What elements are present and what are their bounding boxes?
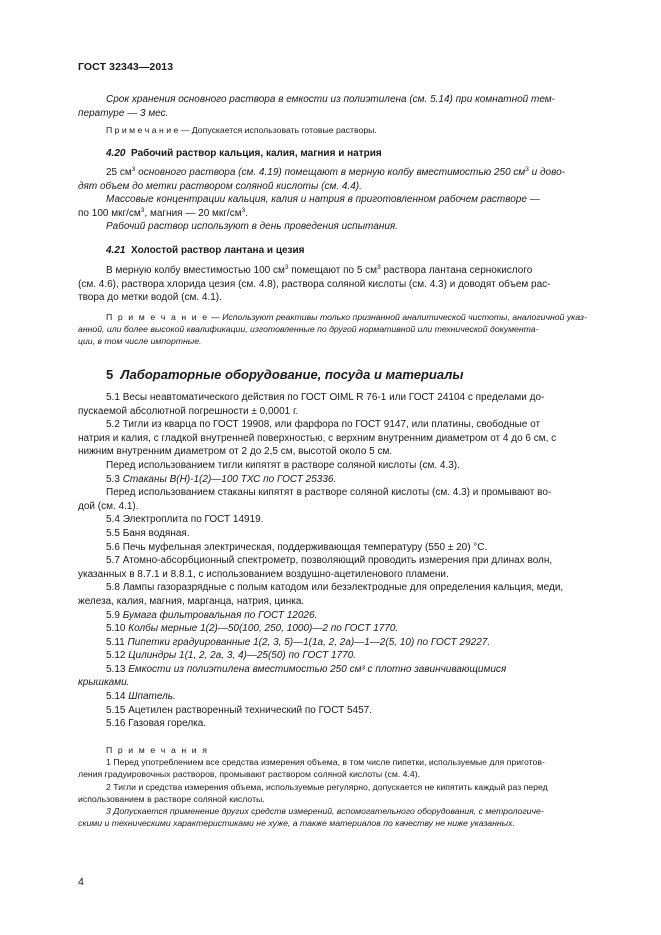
- item-text: железа, калия, магния, марганца, натрия, цинка.: [78, 595, 305, 607]
- item-text: Баня водяная.: [122, 527, 190, 539]
- page-number: 4: [78, 876, 84, 888]
- item-number: 5.2: [106, 419, 120, 431]
- item-text: Ацетилен растворенный технический по ГОСТ 5457.: [128, 704, 373, 716]
- superscript: 3: [241, 206, 246, 214]
- superscript: 3: [525, 166, 529, 173]
- clause-number: 4.20: [106, 148, 126, 159]
- note-line: скими и техническими характеристиками не хуже, а также материалов по качеству не ниже указанных.: [78, 818, 515, 829]
- item-text: натрия и калия, с гладкой внутренней поверхностью, с верхним внутренним диаметром от 4 до 6 см, с: [78, 432, 557, 444]
- text-run: В мерную колбу вместимостью 100 см: [106, 265, 285, 276]
- equipment-item: [78, 527, 614, 541]
- clause-number: 4.21: [106, 245, 126, 256]
- item-text: Стаканы В(Н)-1(2)—100 ТХС по ГОСТ 25336.: [122, 473, 337, 485]
- equipment-item: [78, 486, 614, 513]
- clause-title: Рабочий раствор кальция, калия, магния и натрия: [131, 148, 382, 159]
- text-line: Массовые концентрации кальция, калия и натрия в приготовленном рабочем растворе —: [106, 194, 540, 206]
- text-run: по 100 мкг/см: [78, 207, 141, 219]
- item-text: Газовая горелка.: [128, 718, 207, 730]
- text-run: раствора лантана сернокислого: [380, 265, 533, 276]
- text-line: (см. 4.6), раствора хлорида цезия (см. 4.8), раствора соляной кислоты (см. 4.3) и доводят объем рас-: [78, 278, 551, 290]
- equipment-list: [78, 391, 614, 731]
- equipment-item: [78, 459, 614, 473]
- equipment-item: [78, 581, 614, 608]
- item-number: 5.16: [106, 718, 126, 730]
- text-line: Рабочий раствор используют в день проведения испытания.: [106, 221, 399, 233]
- note-label: П р и м е ч а н и е: [106, 312, 209, 322]
- item-text: Электроплита по ГОСТ 14919.: [122, 514, 264, 526]
- storage-text-line: пературе — 3 мес.: [78, 107, 169, 119]
- item-text: Лампы газоразрядные с полым катодом или безэлектродные для определения кальция, меди,: [122, 582, 564, 594]
- item-text: дой (см. 4.1).: [78, 500, 139, 512]
- note-line: использованием в растворе соляной кислоты.: [78, 793, 265, 804]
- note-text: — Допускается использовать готовые растворы.: [178, 125, 377, 135]
- section-number: 5: [106, 367, 114, 382]
- section-5-notes: [78, 744, 614, 829]
- note-text: ции, в том числе импортные.: [78, 336, 202, 347]
- equipment-item: [78, 690, 614, 704]
- item-number: 5.4: [106, 514, 120, 526]
- item-number: 5.1: [106, 392, 120, 403]
- item-number: 5.14: [106, 691, 126, 703]
- equipment-item: [78, 554, 614, 581]
- equipment-item: [78, 663, 614, 690]
- item-text: Пипетки градуированные 1(2, 3, 5)—1(1а, 2, 2а)—1—2(5, 10) по ГОСТ 29227.: [127, 636, 491, 648]
- clause-4-20-heading: [106, 148, 642, 159]
- text-run: и дово-: [528, 167, 565, 178]
- equipment-item: [78, 391, 614, 418]
- item-text: Тигли из кварца по ГОСТ 19908, или фарфора по ГОСТ 9147, или платины, свободные от: [122, 419, 541, 431]
- item-number: 5.8: [106, 582, 120, 594]
- equipment-item: [78, 609, 614, 623]
- item-number: 5.3: [106, 473, 120, 485]
- item-text: пускаемой абсолютной погрешности ± 0,0001 г.: [78, 405, 299, 417]
- storage-text-line: Срок хранения основного раствора в емкости из полиэтилена (см. 5.14) при комнатной тем-: [106, 94, 555, 105]
- item-text: указанных в 8.7.1 и 8.8.1, с использованием воздушно-ацетиленового пламени.: [78, 568, 449, 580]
- note-reagents: [78, 311, 614, 348]
- item-number: 5.13: [106, 663, 126, 675]
- text-line: твора до метки водой (см. 4.1).: [78, 292, 222, 304]
- item-text: Колбы мерные 1(2)—50(100, 250, 1000)—2 по ГОСТ 1770.: [128, 623, 399, 635]
- note-ready-solutions: [78, 124, 614, 136]
- equipment-item: [78, 636, 614, 650]
- item-text: нижним внутренним диаметром от 2 до 2,5 см, высотой около 5 см.: [78, 446, 393, 458]
- item-text: Шпатель.: [128, 691, 176, 703]
- text-run: основного раствора (см. 4.19) помещают в мерную колбу вместимостью 250 см: [135, 167, 526, 178]
- standard-code-header: ГОСТ 32343—2013: [78, 61, 174, 73]
- equipment-item: [78, 541, 614, 555]
- equipment-item: [78, 513, 614, 527]
- clause-4-21-body: [78, 264, 614, 305]
- item-number: 5.5: [106, 527, 120, 539]
- item-text: Перед использованием стаканы кипятят в растворе соляной кислоты (см. 4.3) и промывают во-: [106, 487, 552, 499]
- superscript: 3: [131, 166, 136, 173]
- note-line: ления градуировочных растворов, промывают раствором соляной кислоты (см. 4.4).: [78, 769, 421, 780]
- notes-list: [78, 756, 614, 829]
- item-text: Перед использованием тигли кипятят в растворе соляной кислоты (см. 4.3).: [106, 459, 460, 471]
- note-line: 2 Тигли и средства измерения объема, используемые регулярно, допускается не кипятить каждый раз перед: [106, 781, 548, 792]
- equipment-item: [78, 418, 614, 459]
- equipment-item: [78, 622, 614, 636]
- text-run: .: [245, 207, 248, 219]
- item-text: Цилиндры 1(1, 2, 2а, 3, 4)—25(50) по ГОСТ 1770.: [128, 650, 357, 662]
- storage-paragraph: [78, 93, 614, 120]
- item-number: 5.15: [106, 704, 126, 716]
- equipment-item: [78, 649, 614, 663]
- section-title: Лабораторные оборудование, посуда и материалы: [120, 367, 464, 382]
- text-run: , магния — 20 мкг/см: [144, 207, 242, 219]
- item-number: 5.6: [106, 541, 120, 553]
- item-number: 5.7: [106, 555, 120, 567]
- section-5-heading: [106, 367, 642, 382]
- equipment-item: [78, 704, 614, 718]
- superscript: 3: [377, 264, 381, 271]
- text-run: помещают по 5 см: [288, 265, 378, 276]
- note-label: П р и м е ч а н и е: [106, 125, 179, 135]
- item-text: Емкости из полиэтилена вместимостью 250 см³ с плотно завинчивающимися: [128, 663, 507, 675]
- item-number: 5.9: [106, 609, 120, 621]
- clause-4-21-heading: [106, 245, 642, 256]
- item-number: 5.11: [106, 636, 125, 648]
- note-line: 1 Перед употреблением все средства измерения объема, в том числе пипетки, используемые для приготов-: [106, 757, 545, 768]
- notes-label: П р и м е ч а н и я: [106, 745, 209, 755]
- superscript: 3: [140, 206, 145, 214]
- note-text: — Используют реактивы только признанной аналитической чистоты, аналогичной указ-: [208, 312, 587, 322]
- item-text: Печь муфельная электрическая, поддерживающая температуру (550 ± 20) °С.: [122, 541, 488, 553]
- equipment-item: [78, 473, 614, 487]
- item-text: Бумага фильтровальная по ГОСТ 12026.: [122, 609, 318, 621]
- superscript: 3: [284, 264, 289, 271]
- clause-title: Холостой раствор лантана и цезия: [131, 245, 305, 256]
- text-run: 25 см: [106, 167, 132, 178]
- item-text: Атомно-абсорбционный спектрометр, позволяющий проводить измерения при длинах волн,: [122, 555, 553, 567]
- item-text: крышками.: [78, 677, 130, 689]
- item-text: Весы неавтоматического действия по ГОСТ OIML R 76-1 или ГОСТ 24104 с пределами до-: [122, 392, 545, 403]
- equipment-item: [78, 717, 614, 731]
- item-number: 5.10: [106, 623, 126, 635]
- text-line: дят объем до метки раствором соляной кислоты (см. 4.4).: [78, 180, 362, 192]
- item-number: 5.12: [106, 650, 126, 662]
- clause-4-20-body: [78, 166, 614, 234]
- note-line: 3 Допускается применение других средств измерений, вспомогательного оборудования, с метрологиче-: [106, 806, 544, 817]
- note-text: анной, или более высокой квалификации, изготовленные по другой нормативной или технической документа-: [78, 324, 539, 335]
